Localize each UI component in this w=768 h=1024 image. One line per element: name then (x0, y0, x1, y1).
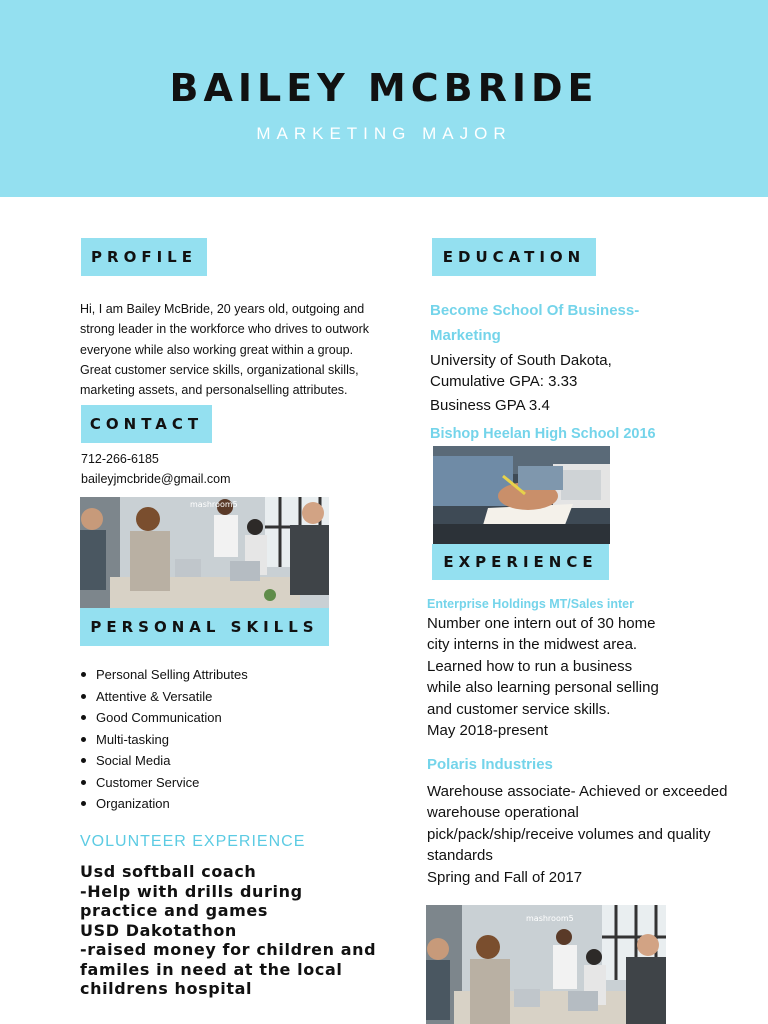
profile-line: Great customer service skills, organizational skills, (80, 362, 359, 377)
list-item: Customer Service (80, 772, 248, 794)
volunteer-heading: VOLUNTEER EXPERIENCE (80, 833, 306, 850)
profile-line: strong leader in the workforce who drives to outwork (80, 322, 370, 337)
profile-text (80, 299, 400, 400)
photo-watermark: mashroom5 (190, 500, 238, 509)
office-meeting-photo (80, 497, 329, 609)
list-item: Attentive & Versatile (80, 686, 248, 708)
job2-title: Polaris Industries (427, 756, 553, 773)
education-heading: EDUCATION (432, 238, 596, 276)
office-meeting-illustration-2 (426, 905, 666, 1024)
business-gpa: Business GPA 3.4 (430, 397, 550, 414)
office-meeting-photo-2 (426, 905, 666, 1024)
job2-description: Warehouse associate- Achieved or exceeded warehouse operational pick/pack/ship/receive volumes and quality standards Spring and Fall of 2017 (427, 783, 728, 886)
list-item: Personal Selling Attributes (80, 664, 248, 686)
job1-title: Enterprise Holdings MT/Sales inter (427, 597, 634, 611)
school-name-line2: Marketing (430, 327, 501, 344)
contact-email[interactable]: baileyjmcbride@gmail.com (81, 472, 231, 486)
school-name-line1: Become School Of Business- (430, 302, 640, 319)
header-banner (0, 0, 768, 197)
list-item: Organization (80, 793, 248, 815)
volunteer-text: Usd softball coach -Help with drills during practice and games USD Dakotathon -raised money for children and familes in need at the local childrens hospital (80, 862, 377, 998)
profile-line: everyone while also working great within a group. (80, 342, 354, 357)
university-line2: Cumulative GPA: 3.33 (430, 373, 578, 390)
list-item: Good Communication (80, 707, 248, 729)
list-item: Social Media (80, 750, 248, 772)
writing-photo (433, 446, 610, 544)
writing-illustration (433, 446, 610, 544)
contact-phone: 712-266-6185 (81, 452, 159, 466)
profile-line: Hi, I am Bailey McBride, 20 years old, outgoing and (80, 302, 365, 316)
job1-description: Number one intern out of 30 home city interns in the midwest area. Learned how to run a business while also learning personal selling and customer service skills. May 2018-present (427, 615, 659, 740)
resume-name: BAILEY MCBRIDE (169, 66, 599, 110)
skills-list (80, 664, 248, 815)
office-meeting-illustration (80, 497, 329, 609)
university-line1: University of South Dakota, (430, 352, 612, 369)
high-school-name: Bishop Heelan High School 2016 (430, 426, 656, 442)
resume-subtitle: MARKETING MAJOR (256, 124, 512, 143)
personal-skills-heading: PERSONAL SKILLS (80, 608, 329, 646)
contact-heading: CONTACT (81, 405, 212, 443)
experience-heading: EXPERIENCE (432, 544, 609, 580)
profile-heading: PROFILE (81, 238, 207, 276)
list-item: Multi-tasking (80, 729, 248, 751)
profile-line: marketing assets, and personalselling attributes. (80, 383, 348, 398)
photo-watermark: mashroom5 (526, 914, 574, 923)
